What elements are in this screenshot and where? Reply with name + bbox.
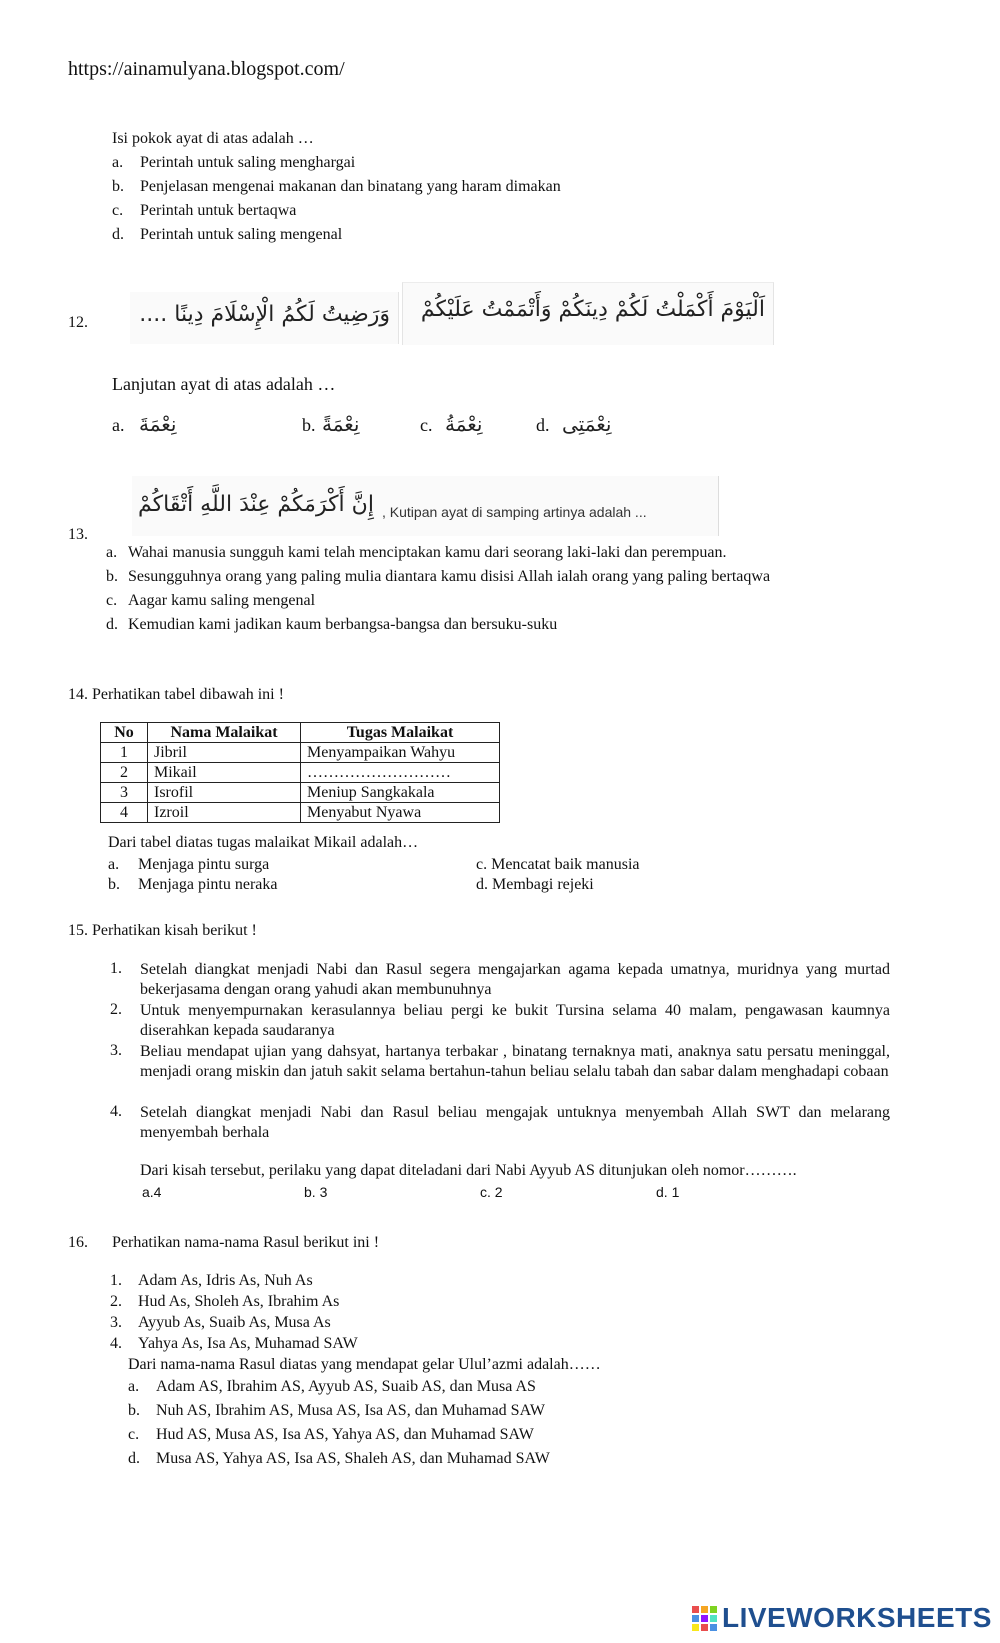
- option-label: d.: [106, 616, 118, 633]
- q15-option-c[interactable]: c. 2: [480, 1184, 503, 1200]
- option-text: Wahai manusia sungguh kami telah menciptakan kamu dari seorang laki-laki dan perempuan.: [128, 544, 727, 561]
- column-header: No: [101, 723, 148, 743]
- list-number: 1.: [110, 1272, 122, 1289]
- q14-heading: 14. Perhatikan tabel dibawah ini !: [68, 686, 284, 703]
- q12-stem: Lanjutan ayat di atas adalah …: [112, 374, 336, 394]
- option-text: Menjaga pintu neraka: [138, 876, 278, 893]
- q15-stem: Dari kisah tersebut, perilaku yang dapat diteladani dari Nabi Ayyub AS ditunjukan oleh nomor……….: [140, 1162, 797, 1179]
- table-cell: 3: [101, 783, 148, 803]
- option-text: Adam AS, Ibrahim AS, Ayyub AS, Suaib AS, dan Musa AS: [156, 1378, 536, 1395]
- q12-option-d[interactable]: [536, 412, 611, 436]
- option-label: b.: [112, 178, 124, 195]
- column-header: Nama Malaikat: [148, 723, 301, 743]
- option-label: d.: [536, 415, 550, 435]
- table-cell: 4: [101, 803, 148, 823]
- table-cell: Jibril: [148, 743, 301, 763]
- liveworksheets-logo-icon: [692, 1606, 718, 1632]
- option-text: Perintah untuk saling menghargai: [140, 154, 356, 171]
- malaikat-table: [100, 722, 500, 823]
- table-row: [101, 803, 500, 823]
- option-label: b.: [106, 568, 118, 585]
- list-text: Adam As, Idris As, Nuh As: [138, 1272, 313, 1289]
- option-label: b.: [108, 876, 120, 893]
- option-label: a.: [128, 1378, 140, 1395]
- list-number: 2.: [110, 1001, 122, 1018]
- list-number: 1.: [110, 960, 122, 977]
- q14-option-c[interactable]: c. Mencatat baik manusia: [476, 856, 640, 873]
- q12-arabic-left: وَرَضِيتُ لَكُمُ الْإِسْلَامَ دِينًا ....: [139, 302, 390, 327]
- q14-stem: Dari tabel diatas tugas malaikat Mikail adalah…: [108, 834, 419, 851]
- q12-option-c[interactable]: [420, 412, 483, 436]
- q11-stem: Isi pokok ayat di atas adalah …: [112, 130, 314, 147]
- table-cell: Meniup Sangkakala: [301, 783, 500, 803]
- table-header-row: [101, 723, 500, 743]
- option-text: نِعْمَةَ: [139, 412, 177, 436]
- option-text: Menjaga pintu surga: [138, 856, 270, 873]
- q12-arabic-right: اَلْيَوْمَ أَكْمَلْتُ لَكُمْ دِينَكُمْ وَأَتْمَمْتُ عَلَيْكُمْ: [420, 297, 765, 322]
- option-label: a.: [112, 415, 125, 435]
- option-text: Aagar kamu saling mengenal: [128, 592, 316, 609]
- table-cell: Isrofil: [148, 783, 301, 803]
- q13-ayat-image: [132, 476, 719, 536]
- option-label: c.: [420, 415, 433, 435]
- q13-number: 13.: [68, 526, 88, 543]
- q15-heading: 15. Perhatikan kisah berikut !: [68, 922, 257, 939]
- table-cell: 2: [101, 763, 148, 783]
- option-text: Hud AS, Musa AS, Isa AS, Yahya AS, dan Muhamad SAW: [156, 1426, 534, 1443]
- q15-item-1: Setelah diangkat menjadi Nabi dan Rasul segera mengajarkan agama kepada umatnya, muridnya yang murtad bekerjasama dengan orang yahudi akan membunuhnya: [140, 961, 890, 998]
- option-text: نِعْمَةً: [322, 412, 360, 436]
- list-number: 4.: [110, 1103, 122, 1120]
- option-label: a.: [106, 544, 118, 561]
- table-row: [101, 783, 500, 803]
- table-cell: Menyampaikan Wahyu: [301, 743, 500, 763]
- q16-heading: Perhatikan nama-nama Rasul berikut ini !: [112, 1234, 380, 1251]
- list-text: Hud As, Sholeh As, Ibrahim As: [138, 1293, 340, 1310]
- option-text: Sesungguhnya orang yang paling mulia diantara kamu disisi Allah ialah orang yang paling bertaqwa: [128, 568, 771, 585]
- option-label: d.: [128, 1450, 140, 1467]
- table-cell: Izroil: [148, 803, 301, 823]
- q12-option-b[interactable]: [302, 412, 360, 436]
- column-header: Tugas Malaikat: [301, 723, 500, 743]
- list-number: 2.: [110, 1293, 122, 1310]
- option-text: Perintah untuk saling mengenal: [140, 226, 343, 243]
- option-label: d.: [112, 226, 124, 243]
- q12-number: 12.: [68, 314, 88, 331]
- q15-item-4: Setelah diangkat menjadi Nabi dan Rasul beliau mengajak untuknya menyembah Allah SWT dan melarang menyembah berhala: [140, 1104, 890, 1141]
- option-text: نِعْمَتِى: [562, 412, 612, 436]
- option-label: c.: [128, 1426, 140, 1443]
- option-text: نِعْمَةُ: [445, 412, 483, 436]
- list-text: Ayyub As, Suaib As, Musa As: [138, 1314, 331, 1331]
- option-label: a.: [112, 154, 124, 171]
- q15-item-3: Beliau mendapat ujian yang dahsyat, hartanya terbakar , binatang ternaknya mati, anaknya satu persatu meninggal, menjadi orang miskin dan jatuh sakit selama bertahun-tahun beliau selalu tabah dan sabar dalam menghadapi cobaan: [140, 1043, 890, 1080]
- option-label: c.: [112, 202, 124, 219]
- brand-wordmark[interactable]: LIVEWORKSHEETS: [722, 1602, 992, 1633]
- list-number: 3.: [110, 1314, 122, 1331]
- q12-arabic-image-right: [402, 282, 774, 345]
- option-text: Nuh AS, Ibrahim AS, Musa AS, Isa AS, dan Muhamad SAW: [156, 1402, 545, 1419]
- q15-item-2: Untuk menyempurnakan kerasulannya beliau pergi ke bukit Tursina selama 40 malam, pengawasan kaumnya diserahkan kepada saudaranya: [140, 1002, 890, 1039]
- table-cell: Menyabut Nyawa: [301, 803, 500, 823]
- option-label: b.: [128, 1402, 140, 1419]
- table-cell: 1: [101, 743, 148, 763]
- option-text: Perintah untuk bertaqwa: [140, 202, 297, 219]
- table-row: [101, 743, 500, 763]
- option-label: a.: [108, 856, 120, 873]
- table-cell: Mikail: [148, 763, 301, 783]
- q12-arabic-image-left: [130, 292, 399, 344]
- option-text: Musa AS, Yahya AS, Isa AS, Shaleh AS, dan Muhamad SAW: [156, 1450, 550, 1467]
- option-label: b.: [302, 415, 316, 435]
- q16-number: 16.: [68, 1234, 88, 1251]
- option-text: Kemudian kami jadikan kaum berbangsa-bangsa dan bersuku-suku: [128, 616, 558, 633]
- q12-option-a[interactable]: [112, 412, 177, 436]
- list-number: 3.: [110, 1042, 122, 1059]
- option-label: c.: [106, 592, 118, 609]
- q15-option-d[interactable]: d. 1: [656, 1184, 680, 1200]
- q14-option-d[interactable]: d. Membagi rejeki: [476, 876, 594, 893]
- list-number: 4.: [110, 1335, 122, 1352]
- list-text: Yahya As, Isa As, Muhamad SAW: [138, 1335, 358, 1352]
- header-url[interactable]: https://ainamulyana.blogspot.com/: [68, 58, 345, 80]
- answer-blank[interactable]: ………………………: [301, 763, 500, 783]
- option-text: Penjelasan mengenai makanan dan binatang yang haram dimakan: [140, 178, 561, 195]
- q16-stem: Dari nama-nama Rasul diatas yang mendapat gelar Ulul’azmi adalah……: [128, 1356, 601, 1373]
- q15-option-b[interactable]: b. 3: [304, 1184, 328, 1200]
- table-row: [101, 763, 500, 783]
- q13-prompt: , Kutipan ayat di samping artinya adalah ...: [382, 504, 647, 520]
- q13-arabic: إِنَّ أَكْرَمَكُمْ عِنْدَ اللَّهِ أَتْقَاكُمْ: [138, 492, 374, 517]
- q15-option-a[interactable]: a.4: [142, 1184, 162, 1200]
